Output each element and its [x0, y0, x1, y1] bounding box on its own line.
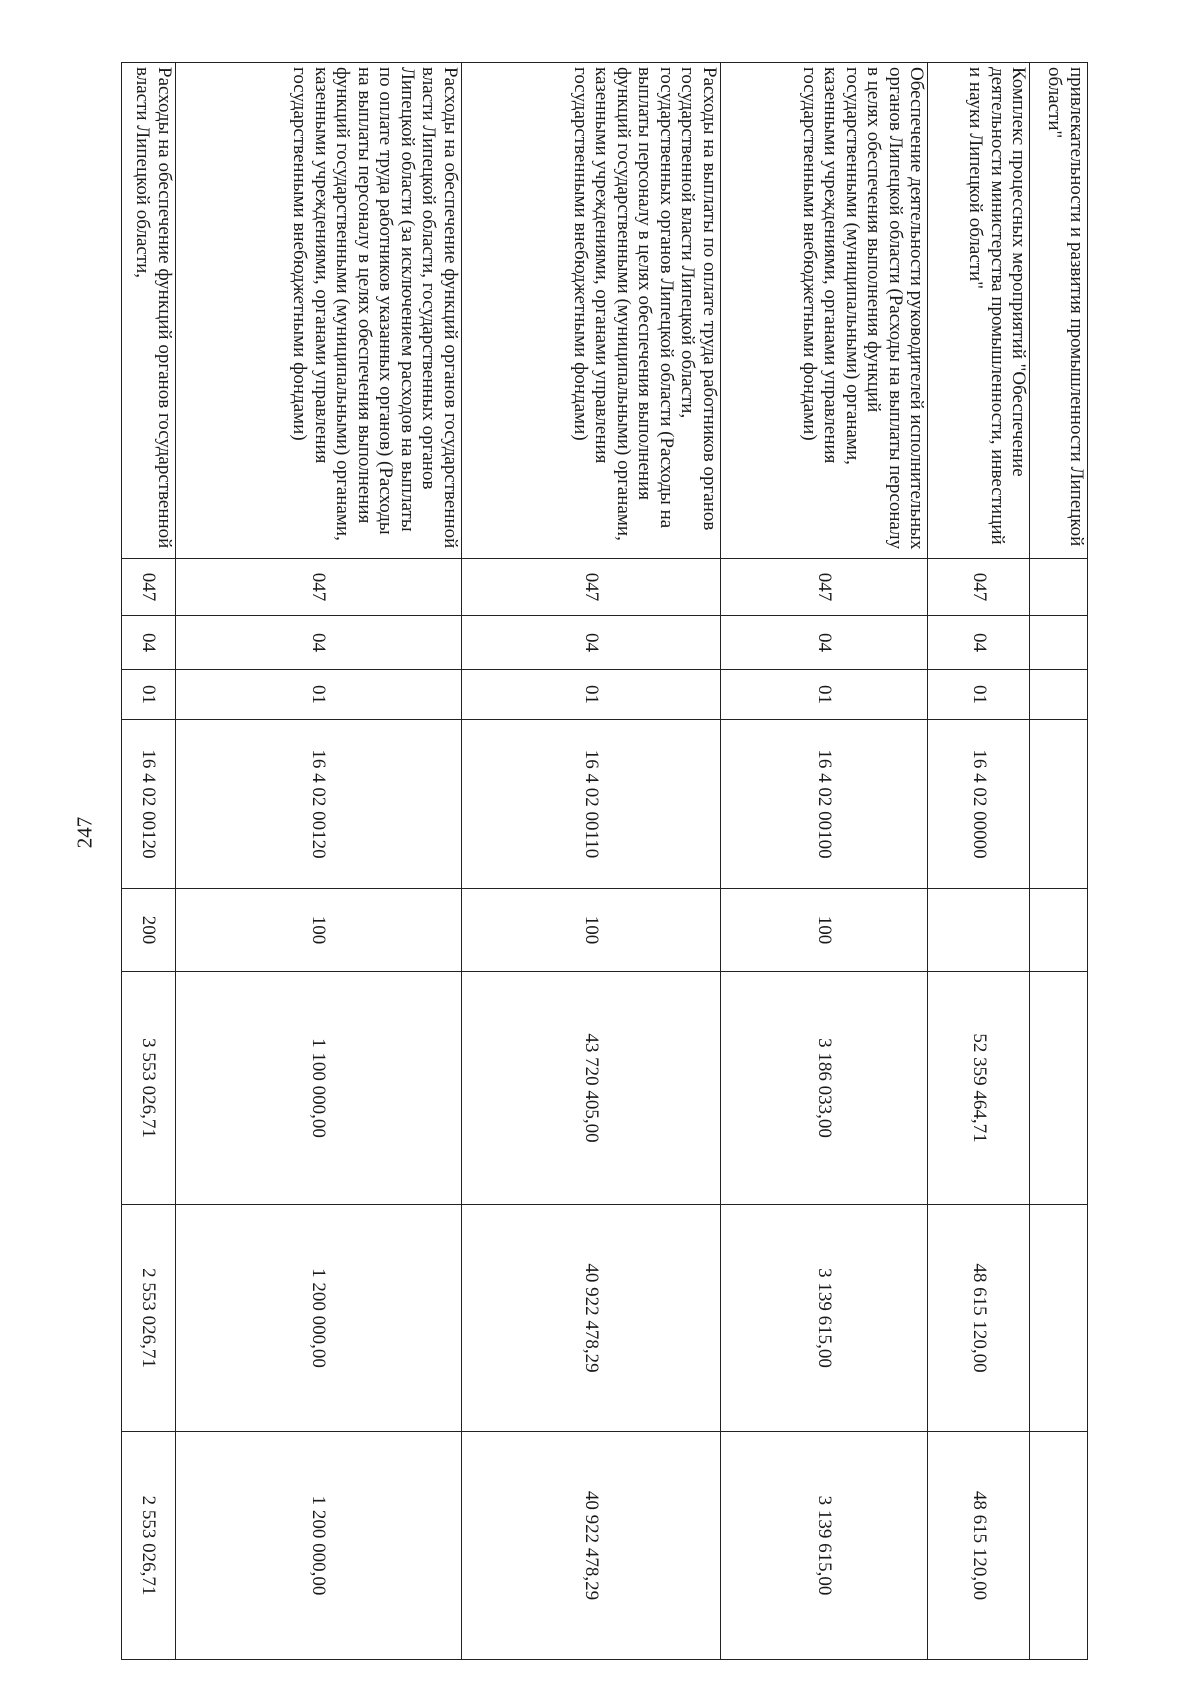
table-row	[720, 63, 928, 1660]
expense-name-cell: привлекательности и развития промышленности Липецкой области"	[1030, 63, 1088, 559]
ministry-code-cell: 047	[928, 559, 1030, 616]
amount-2024-cell	[1030, 972, 1088, 1205]
subsection-code-cell: 01	[175, 670, 461, 720]
subsection-code-cell: 01	[928, 670, 1030, 720]
amount-2025-cell: 48 615 120,00	[928, 1205, 1030, 1432]
expense-type-cell	[1030, 889, 1088, 972]
table-row	[461, 63, 720, 1660]
expense-name-cell: Расходы на выплаты по оплате труда работников органов государственной власти Липецкой области, государственных органов Липецкой области (Расходы на выплаты персоналу в целях обеспечения выполнения функций государственными (муниципальными) органами, казенными учреждениями, органами управления государственными внебюджетными фондами)	[461, 63, 720, 559]
amount-2026-cell	[1030, 1432, 1088, 1660]
ministry-code-cell: 047	[461, 559, 720, 616]
expense-name-cell: Обеспечение деятельности руководителей исполнительных органов Липецкой области (Расходы на выплаты персоналу в целях обеспечения выполнения функций государственными (муниципальными) органами, казенными учреждениями, органами управления государственными внебюджетными фондами)	[720, 63, 928, 559]
amount-2025-cell: 3 139 615,00	[720, 1205, 928, 1432]
section-code-cell	[1030, 616, 1088, 670]
expense-type-cell: 200	[122, 889, 176, 972]
amount-2026-cell: 1 200 000,00	[175, 1432, 461, 1660]
target-article-cell	[1030, 720, 1088, 889]
section-code-cell: 04	[461, 616, 720, 670]
amount-2026-cell: 2 553 026,71	[122, 1432, 176, 1660]
subsection-code-cell: 01	[461, 670, 720, 720]
amount-2025-cell	[1030, 1205, 1088, 1432]
table-row	[175, 63, 461, 1660]
expense-name-cell: Комплекс процессных мероприятий "Обеспечение деятельности министерства промышленности, инвестиций и науки Липецкой области"	[928, 63, 1030, 559]
amount-2025-cell: 40 922 478,29	[461, 1205, 720, 1432]
table-row	[928, 63, 1030, 1660]
amount-2024-cell: 1 100 000,00	[175, 972, 461, 1205]
expense-type-cell: 100	[720, 889, 928, 972]
table-row	[122, 63, 176, 1660]
ministry-code-cell: 047	[122, 559, 176, 616]
expense-type-cell: 100	[175, 889, 461, 972]
section-code-cell: 04	[175, 616, 461, 670]
subsection-code-cell: 01	[122, 670, 176, 720]
amount-2024-cell: 52 359 464,71	[928, 972, 1030, 1205]
section-code-cell: 04	[122, 616, 176, 670]
amount-2025-cell: 2 553 026,71	[122, 1205, 176, 1432]
target-article-cell: 16 4 02 00000	[928, 720, 1030, 889]
section-code-cell: 04	[720, 616, 928, 670]
subsection-code-cell	[1030, 670, 1088, 720]
target-article-cell: 16 4 02 00120	[175, 720, 461, 889]
page-number: 247	[72, 816, 97, 849]
amount-2024-cell: 3 553 026,71	[122, 972, 176, 1205]
target-article-cell: 16 4 02 00110	[461, 720, 720, 889]
amount-2026-cell: 48 615 120,00	[928, 1432, 1030, 1660]
amount-2025-cell: 1 200 000,00	[175, 1205, 461, 1432]
expense-name-cell: Расходы на обеспечение функций органов государственной власти Липецкой области, государственных органов Липецкой области (за исключением расходов на выплаты по оплате труда работников указанных органов) (Расходы на выплаты персоналу в целях обеспечения выполнения функций государственными (муниципальными) органами, казенными учреждениями, органами управления государственными внебюджетными фондами)	[175, 63, 461, 559]
table-row	[1030, 63, 1088, 1660]
subsection-code-cell: 01	[720, 670, 928, 720]
amount-2024-cell: 43 720 405,00	[461, 972, 720, 1205]
ministry-code-cell: 047	[720, 559, 928, 616]
amount-2024-cell: 3 186 033,00	[720, 972, 928, 1205]
ministry-code-cell: 047	[175, 559, 461, 616]
amount-2026-cell: 3 139 615,00	[720, 1432, 928, 1660]
section-code-cell: 04	[928, 616, 1030, 670]
ministry-code-cell	[1030, 559, 1088, 616]
expense-type-cell	[928, 889, 1030, 972]
rotated-page-content	[121, 62, 1088, 1659]
budget-table	[121, 62, 1088, 1660]
target-article-cell: 16 4 02 00120	[122, 720, 176, 889]
expense-name-cell: Расходы на обеспечение функций органов государственной власти Липецкой области,	[122, 63, 176, 559]
expense-type-cell: 100	[461, 889, 720, 972]
target-article-cell: 16 4 02 00100	[720, 720, 928, 889]
amount-2026-cell: 40 922 478,29	[461, 1432, 720, 1660]
